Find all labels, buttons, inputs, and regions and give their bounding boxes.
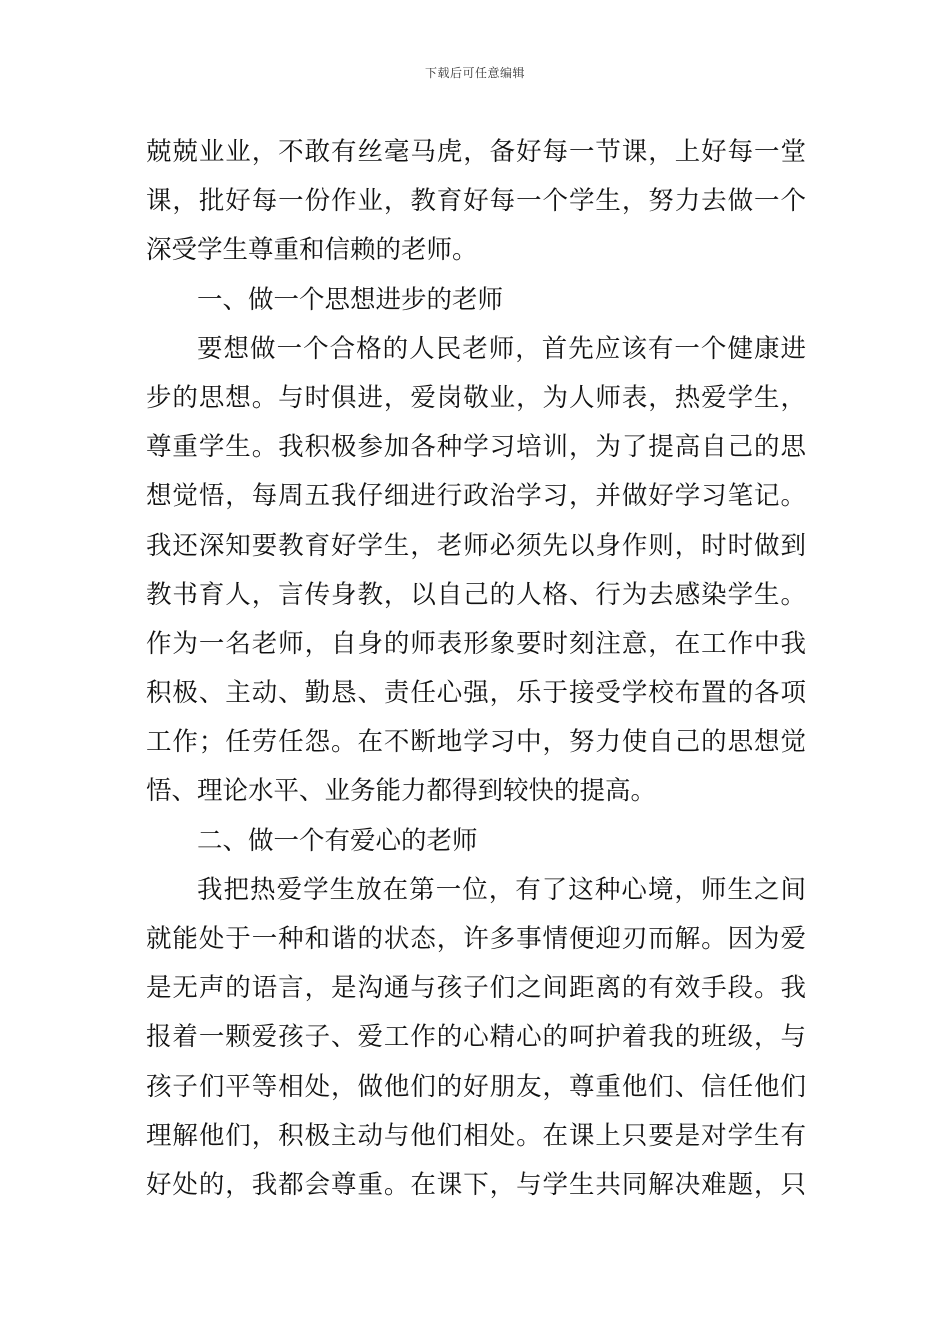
text-line: 深受学生尊重和信赖的老师。 (146, 235, 478, 266)
text-line: 工作；任劳任怨。在不断地学习中，努力使自己的思想觉 (146, 727, 806, 758)
text-line: 二、做一个有爱心的老师 (197, 825, 478, 856)
text-line: 积极、主动、勤恳、责任心强，乐于接受学校布置的各项 (146, 678, 806, 709)
text-line: 课，批好每一份作业，教育好每一个学生，努力去做一个 (146, 186, 806, 217)
text-line: 尊重学生。我积极参加各种学习培训，为了提高自己的思 (146, 432, 806, 463)
text-line: 我还深知要教育好学生，老师必须先以身作则，时时做到 (146, 530, 806, 561)
text-line: 想觉悟，每周五我仔细进行政治学习，并做好学习笔记。 (146, 481, 806, 512)
text-line: 报着一颗爱孩子、爱工作的心精心的呵护着我的班级，与 (146, 1022, 806, 1053)
text-line: 好处的，我都会尊重。在课下，与学生共同解决难题，只 (146, 1169, 806, 1200)
text-line: 悟、理论水平、业务能力都得到较快的提高。 (146, 776, 657, 807)
text-line: 一、做一个思想进步的老师 (197, 284, 504, 315)
text-line: 我把热爱学生放在第一位，有了这种心境，师生之间 (197, 874, 806, 905)
text-line: 就能处于一种和谐的状态，许多事情便迎刃而解。因为爱 (146, 924, 806, 954)
header-note: 下载后可任意编辑 (424, 66, 525, 80)
text-line: 是无声的语言，是沟通与孩子们之间距离的有效手段。我 (146, 973, 806, 1004)
text-line: 孩子们平等相处，做他们的好朋友，尊重他们、信任他们 (146, 1071, 806, 1102)
text-line: 步的思想。与时俱进，爱岗敬业，为人师表，热爱学生， (146, 382, 806, 413)
text-line: 作为一名老师，自身的师表形象要时刻注意，在工作中我 (146, 628, 806, 659)
text-line: 兢兢业业，不敢有丝毫马虎，备好每一节课，上好每一堂 (146, 137, 806, 167)
text-line: 教书育人，言传身教，以自己的人格、行为去感染学生。 (146, 579, 806, 610)
text-line: 要想做一个合格的人民老师，首先应该有一个健康进 (197, 333, 806, 364)
text-line: 理解他们，积极主动与他们相处。在课上只要是对学生有 (146, 1120, 806, 1151)
document-body (146, 128, 806, 1210)
